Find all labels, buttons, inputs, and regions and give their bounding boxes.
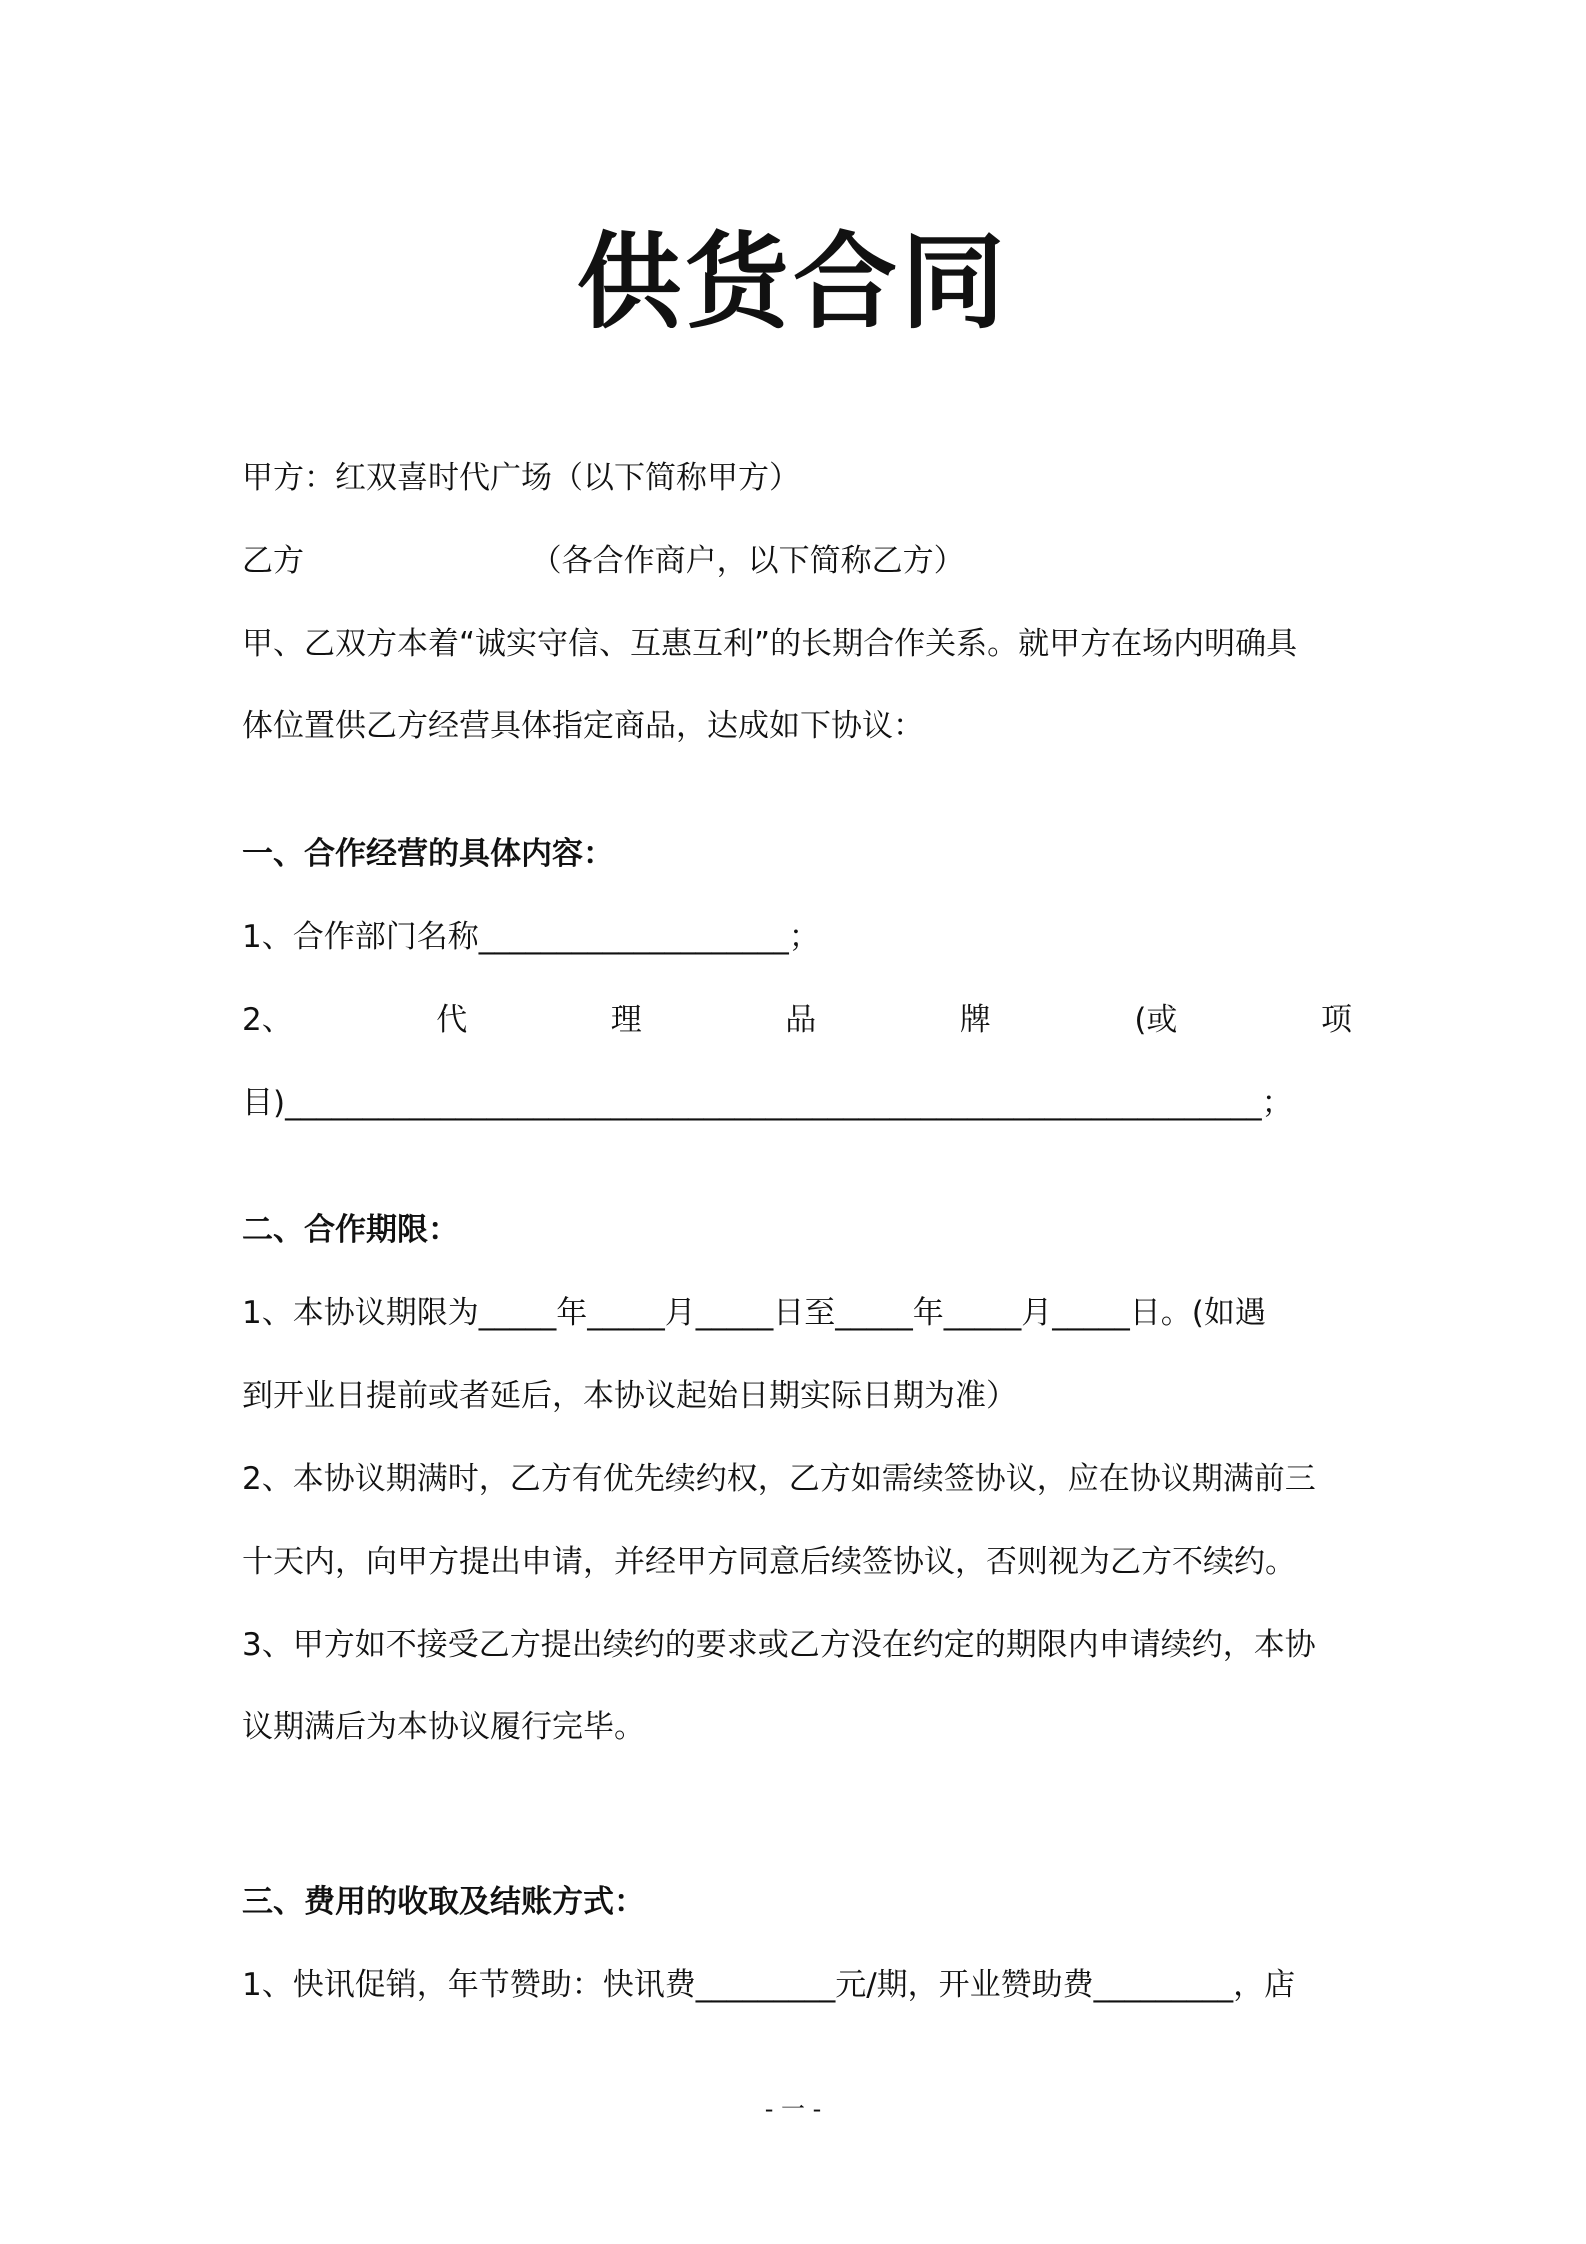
section-2-item-2-continued: 十天内，向甲方提出申请，并经甲方同意后续签协议，否则视为乙方不续约。: [242, 1544, 1296, 1580]
document-title: 供货合同: [576, 221, 1009, 343]
section-2-item-3-continued: 议期满后为本协议履行完毕。: [242, 1709, 645, 1745]
section-1-item-2-continued: 目)_______________________________________________________________；: [242, 1085, 1293, 1121]
section-2-heading: 二、合作期限：: [242, 1212, 459, 1248]
intro-line-1: 甲、乙双方本着“诚实守信、互惠互利”的长期合作关系。就甲方在场内明确具: [242, 626, 1298, 662]
item-2-word: 项: [1320, 1002, 1352, 1038]
item-2-word: 品: [785, 1002, 817, 1038]
item-2-word: (或: [1134, 1002, 1178, 1038]
party-b-line: 乙方 （各合作商户，以下简称乙方）: [242, 543, 965, 579]
item-2-word: 代: [436, 1002, 468, 1038]
item-2-word: 2、: [242, 1002, 293, 1038]
party-a-line: 甲方：红双喜时代广场（以下简称甲方）: [242, 460, 800, 496]
page-number: - 一 -: [764, 2095, 822, 2123]
intro-line-2: 体位置供乙方经营具体指定商品，达成如下协议：: [242, 708, 924, 744]
section-3-heading: 三、费用的收取及结账方式：: [242, 1884, 645, 1920]
item-2-word: 理: [610, 1002, 642, 1038]
section-2-item-3: 3、甲方如不接受乙方提出续约的要求或乙方没在约定的期限内申请续约，本协: [242, 1627, 1316, 1663]
section-2-item-1: 1、本协议期限为_____年_____月_____日至_____年_____月_____日。(如遇: [242, 1295, 1266, 1331]
section-1-heading: 一、合作经营的具体内容：: [242, 836, 614, 872]
section-2-item-2: 2、本协议期满时，乙方有优先续约权，乙方如需续签协议，应在协议期满前三: [242, 1461, 1316, 1497]
section-3-item-1: 1、快讯促销，年节赞助：快讯费_________元/期，开业赞助费_________，店: [242, 1967, 1296, 2003]
section-1-item-2: [242, 1000, 1352, 1040]
item-2-word: 牌: [959, 1002, 991, 1038]
section-1-item-1: 1、合作部门名称____________________；: [242, 919, 820, 955]
section-2-item-1-continued: 到开业日提前或者延后，本协议起始日期实际日期为准）: [242, 1378, 1017, 1414]
